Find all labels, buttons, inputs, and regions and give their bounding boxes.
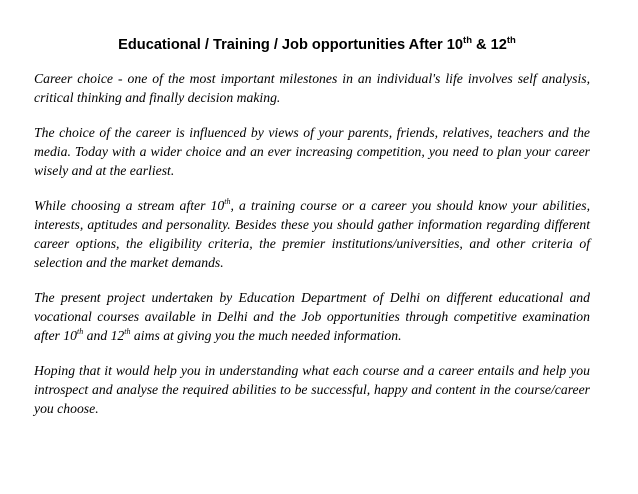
paragraph-career-choice: Career choice - one of the most important milestones in an individual's life involves self analysis, critical thinking and finally decision making.	[34, 71, 590, 105]
title-superscript-th-2: th	[506, 35, 516, 46]
paragraph-project	[34, 288, 590, 345]
paragraph-4-part-c: aims at giving you the much needed information.	[130, 328, 402, 343]
title-superscript-th-1: th	[463, 35, 472, 46]
paragraph-3-part-b: , a training course or a career you should know your abilities, interests, aptitudes and personality. Besides these you should gather information regarding different career options, the eligibility criteria, the premier institutions/universities, and other criteria of selection and the market demands.	[34, 198, 591, 270]
paragraph-4-part-b: and 12	[83, 328, 125, 343]
paragraph-choosing-stream	[34, 196, 590, 272]
paragraph-3-part-a: While choosing a stream after 10	[34, 198, 225, 213]
paragraph-4-part-a: The present project undertaken by Education Department of Delhi on different educational and vocational courses available in Delhi and the Job opportunities through competitive examination after 10	[34, 290, 590, 343]
document-page	[34, 37, 590, 434]
paragraph-hoping: Hoping that it would help you in understanding what each course and a career entails and help you introspect and analyse the required abilities to be successful, happy and content in the course/career you choose.	[34, 363, 590, 416]
paragraph-4-superscript-2: th	[124, 327, 131, 336]
paragraph-influences: The choice of the career is influenced by views of your parents, friends, relatives, teachers and the media. Today with a wider choice and an ever increasing competition, you need to plan your career wisely and at the earliest.	[34, 125, 590, 178]
title-text-mid: & 12	[472, 37, 507, 53]
document-title	[34, 37, 590, 53]
title-text: Educational / Training / Job opportunities After 10	[118, 37, 464, 53]
paragraph-4-superscript-1: th	[76, 327, 84, 336]
paragraph-3-superscript: th	[224, 197, 231, 206]
